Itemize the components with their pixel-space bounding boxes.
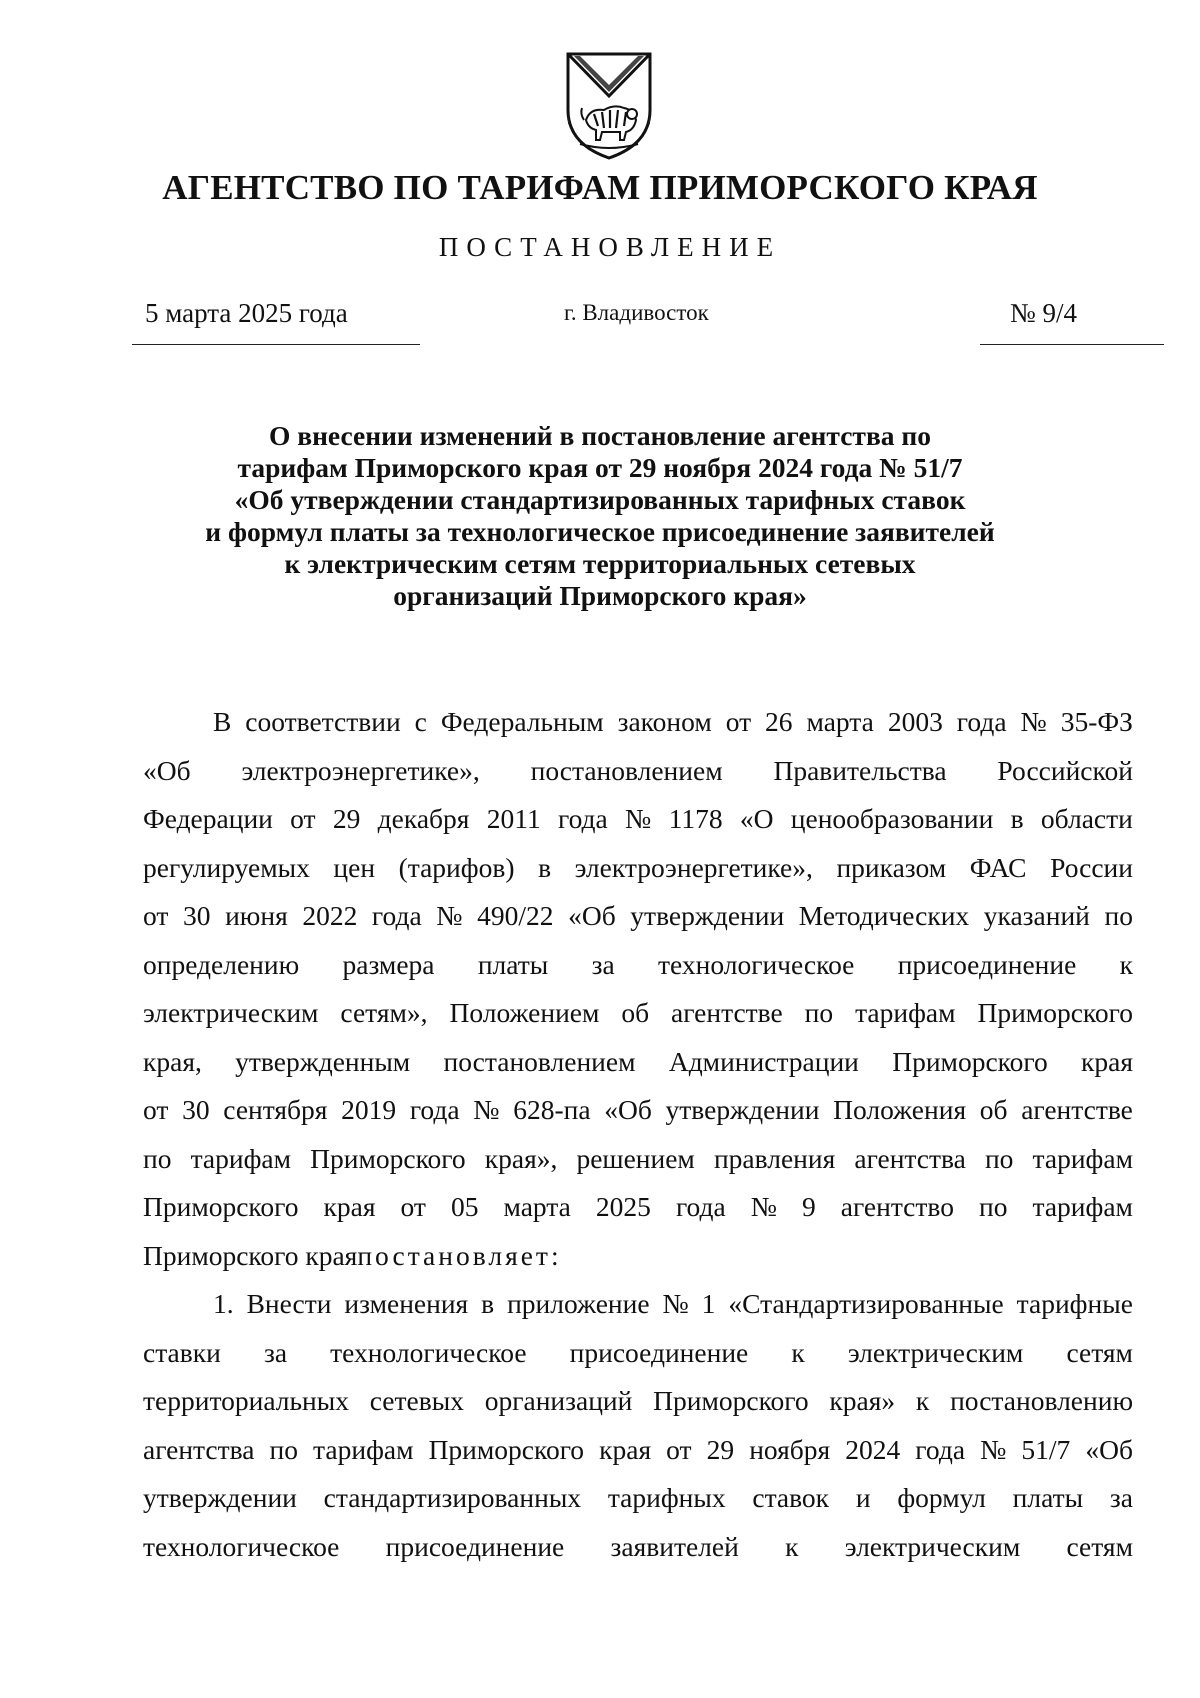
body-word: утверждении	[143, 1482, 297, 1513]
body-word: электроэнергетике»,	[241, 754, 480, 786]
body-line	[143, 698, 1133, 747]
body-word: Положения	[833, 1094, 967, 1125]
body-word: ставки	[143, 1336, 221, 1368]
body-line-resolve	[143, 1232, 1133, 1281]
body-word: края	[1081, 1045, 1133, 1077]
resolve-word: постановляет:	[357, 1239, 562, 1271]
body-word: постановлением	[530, 754, 723, 786]
body-word: утверждении	[665, 1094, 820, 1125]
body-word: 29	[332, 803, 361, 834]
body-line	[143, 747, 1133, 796]
body-word: года	[558, 803, 608, 834]
body-word: сентября	[223, 1094, 328, 1125]
body-word: присоединение	[385, 1530, 565, 1562]
body-word: 1178	[668, 803, 723, 834]
title-line: О внесении изменений в постановление агентства по	[268, 420, 932, 451]
body-word: №	[750, 1191, 777, 1222]
body-line	[143, 795, 1133, 844]
body-word: Администрации	[668, 1045, 859, 1077]
body-word: указаний	[983, 900, 1090, 931]
body-word: агентстве	[671, 997, 783, 1028]
body-word: 1	[701, 1288, 716, 1319]
body-word: по	[804, 997, 834, 1028]
body-word: электрическим	[847, 1336, 1024, 1368]
document-number: № 9/4	[1010, 298, 1078, 328]
body-word: к	[785, 1530, 799, 1562]
body-word: Приморского	[892, 1045, 1048, 1077]
body-word: соответствии	[245, 706, 401, 737]
body-word: тарифам	[313, 1433, 414, 1465]
body-line	[143, 892, 1133, 941]
body-word: определению	[143, 948, 300, 980]
body-word: ноября	[749, 1433, 831, 1465]
body-word: Приморского	[977, 997, 1133, 1028]
body-word: и	[855, 1482, 871, 1513]
body-word: стандартизированных	[323, 1482, 582, 1513]
body-word: агентство	[840, 1191, 954, 1222]
body-word: от	[725, 706, 752, 737]
body-word: №	[625, 803, 652, 834]
body-word: края	[323, 1191, 376, 1222]
body-word: тарифных	[607, 1482, 726, 1513]
body-word: 9	[802, 1191, 816, 1222]
body-word: года	[675, 1191, 726, 1222]
body-word: В	[213, 706, 232, 737]
body-word: «О	[739, 803, 774, 834]
body-word: в	[1010, 803, 1024, 834]
body-word: 2024	[845, 1433, 901, 1465]
title-line: организаций Приморского края»	[393, 580, 807, 611]
body-word: «Об	[604, 1094, 652, 1125]
body-word: «Об	[143, 754, 191, 786]
document-date: 5 марта 2025 года	[145, 298, 348, 328]
body-word: 2011	[486, 803, 541, 834]
body-word: декабря	[377, 803, 470, 834]
body-word: технологическое	[330, 1336, 527, 1368]
body-line	[143, 1038, 1133, 1087]
body-line	[143, 1523, 1133, 1572]
body-word: сетям»,	[340, 997, 428, 1028]
number-underline	[980, 344, 1164, 345]
body-word: к	[791, 1336, 805, 1368]
body-word: размера	[342, 948, 435, 980]
body-word: №	[980, 1433, 1007, 1465]
body-word: цен	[333, 851, 376, 883]
body-word: №	[473, 1094, 500, 1125]
body-word: постановлением	[443, 1045, 636, 1077]
title-line: к электрическим сетям территориальных сетевых	[284, 548, 916, 579]
body-word: края	[599, 1433, 652, 1465]
body-word: об	[621, 997, 650, 1028]
body-word: марта	[806, 706, 874, 737]
body-word: утверждении	[630, 900, 785, 931]
body-word: года	[915, 1433, 966, 1465]
document-city: г. Владивосток	[564, 300, 709, 325]
body-word: от	[666, 1433, 692, 1465]
body-word: Методических	[798, 900, 970, 931]
body-word: к	[1119, 948, 1133, 980]
title-line: тарифам Приморского края от 29 ноября 2024 года № 51/7	[237, 452, 963, 483]
body-word: агентства	[143, 1433, 255, 1465]
body-word: правления	[713, 1142, 836, 1174]
body-word: заявителей	[610, 1530, 739, 1562]
body-line	[143, 1280, 1133, 1329]
body-line	[143, 1377, 1133, 1426]
body-word: «Стандартизированные	[728, 1288, 1004, 1319]
body-line	[143, 1474, 1133, 1523]
body-word: приложение	[507, 1288, 650, 1319]
body-word: утвержденным	[235, 1045, 411, 1077]
body-word: электроэнергетике»,	[574, 851, 813, 883]
body-word: (тарифов)	[398, 851, 515, 883]
body-word: об	[979, 1094, 1008, 1125]
body-word: тарифам	[1032, 1142, 1133, 1174]
body-word: в	[481, 1288, 495, 1319]
body-word: тарифам	[855, 997, 956, 1028]
body-word: ФАС	[969, 851, 1027, 883]
body-line	[143, 1426, 1133, 1475]
body-word: тарифам	[1032, 1191, 1133, 1222]
body-word: технологическое	[143, 1530, 340, 1562]
body-word: по	[984, 1142, 1014, 1174]
body-word: «Об	[1085, 1433, 1133, 1465]
body-word: 490/22	[477, 900, 554, 931]
body-word: Федерации	[143, 803, 273, 834]
body-word: платы	[477, 948, 549, 980]
body-word: 51/7	[1021, 1433, 1071, 1465]
body-word: области	[1040, 803, 1133, 834]
body-word: от	[400, 1191, 426, 1222]
document-type: ПОСТАНОВЛЕНИЕ	[438, 232, 782, 262]
body-word: электрическим	[844, 1530, 1021, 1562]
body-word: электрическим	[143, 997, 319, 1028]
body-word: технологическое	[658, 948, 855, 980]
title-line: «Об утверждении стандартизированных тарифных ставок	[234, 484, 966, 515]
body-word: тарифные	[1016, 1288, 1133, 1319]
body-word: решением	[576, 1142, 695, 1174]
body-word: с	[414, 706, 427, 737]
body-word: №	[1020, 706, 1047, 737]
body-word: Правительства	[773, 754, 947, 786]
body-word: Федеральным	[440, 706, 604, 737]
body-word: сетям	[1066, 1530, 1133, 1562]
body-word: сетевых	[369, 1385, 464, 1416]
body-word: сетям	[1066, 1336, 1133, 1368]
body-word: тарифам	[190, 1142, 292, 1174]
body-word: года	[409, 1094, 460, 1125]
body-word: 05	[450, 1191, 479, 1222]
body-word: 628-па	[513, 1094, 591, 1125]
body-word: приказом	[836, 851, 947, 883]
body-word: формул	[897, 1482, 986, 1513]
body-line-text: Приморского края	[143, 1239, 358, 1271]
body-word: территориальных	[143, 1385, 349, 1416]
body-word: к	[915, 1385, 930, 1416]
body-word: за	[1109, 1482, 1133, 1513]
body-word: законом	[617, 706, 712, 737]
body-line	[143, 989, 1133, 1038]
body-word: по	[978, 1191, 1008, 1222]
body-word: «Об	[568, 900, 616, 931]
document-title	[150, 420, 1050, 612]
body-word: от	[143, 1094, 169, 1125]
body-word: по	[143, 1142, 172, 1174]
body-word: 26	[765, 706, 793, 737]
body-word: края,	[143, 1045, 202, 1077]
body-word: от	[290, 803, 316, 834]
body-word: в	[538, 851, 552, 883]
body-line	[143, 941, 1133, 990]
body-word: Российской	[997, 754, 1133, 786]
body-word: края»	[829, 1385, 896, 1416]
body-word: ценообразовании	[790, 803, 994, 834]
agency-name: АГЕНТСТВО ПО ТАРИФАМ ПРИМОРСКОГО КРАЯ	[162, 168, 1038, 207]
body-word: №	[436, 900, 463, 931]
body-line	[143, 1135, 1133, 1184]
body-word: июня	[225, 900, 288, 931]
body-word: изменения	[344, 1288, 469, 1319]
body-word: присоединение	[569, 1336, 749, 1368]
body-word: 29	[706, 1433, 735, 1465]
primorsky-krai-coat-of-arms-icon	[560, 48, 658, 162]
body-word: 1.	[213, 1288, 234, 1319]
body-word: 35-ФЗ	[1060, 706, 1133, 737]
body-word: Приморского	[143, 1191, 299, 1222]
body-word: ставок	[752, 1482, 830, 1513]
body-line	[143, 1183, 1133, 1232]
body-word: по	[1104, 900, 1133, 931]
body-word: организаций	[484, 1385, 633, 1416]
body-word: Приморского	[428, 1433, 585, 1465]
body-word: Внести	[246, 1288, 332, 1319]
body-word: Приморского	[653, 1385, 809, 1416]
body-word: года	[371, 900, 422, 931]
body-word: агентстве	[1021, 1094, 1133, 1125]
body-word: 2022	[302, 900, 358, 931]
body-word: 30	[183, 900, 211, 931]
body-word: года	[956, 706, 1007, 737]
body-word: постановлению	[950, 1385, 1133, 1416]
body-word: по	[269, 1433, 298, 1465]
body-word: края»,	[484, 1142, 558, 1174]
body-word: регулируемых	[143, 851, 310, 883]
body-word: Положением	[449, 997, 600, 1028]
body-word: России	[1050, 851, 1133, 883]
body-line	[143, 1329, 1133, 1378]
date-underline	[132, 344, 420, 345]
title-line: и формул платы за технологическое присоединение заявителей	[205, 516, 995, 547]
document-body	[143, 698, 1133, 1571]
body-word: 2003	[887, 706, 943, 737]
body-word: агентства	[854, 1142, 966, 1174]
body-word: 2025	[595, 1191, 651, 1222]
body-word: платы	[1012, 1482, 1084, 1513]
body-word: 2019	[341, 1094, 397, 1125]
body-word: за	[591, 948, 615, 980]
body-line	[143, 844, 1133, 893]
body-word: присоединение	[897, 948, 1077, 980]
body-word: Приморского	[310, 1142, 466, 1174]
body-line	[143, 1086, 1133, 1135]
body-word: марта	[503, 1191, 571, 1222]
body-word: 30	[182, 1094, 210, 1125]
body-word: от	[143, 900, 169, 931]
body-word: за	[263, 1336, 288, 1368]
body-word: №	[662, 1288, 689, 1319]
